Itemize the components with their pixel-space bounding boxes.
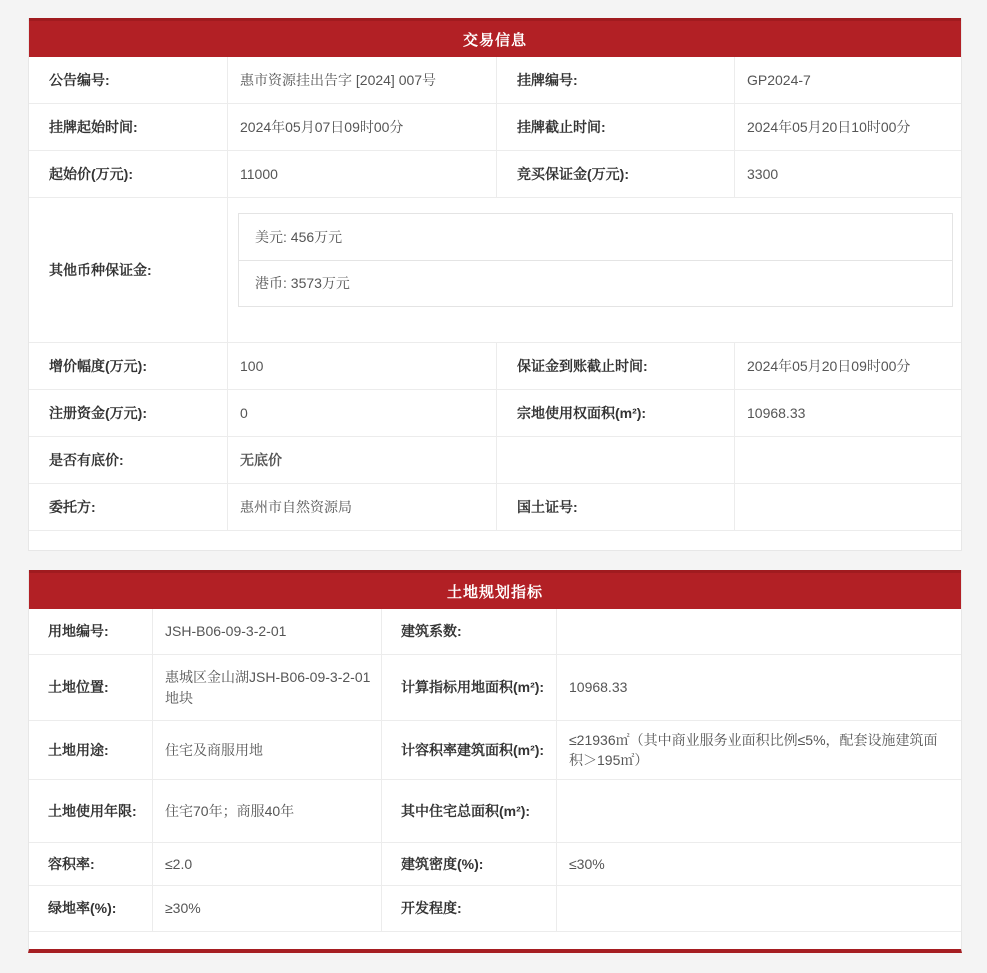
row-label: 宗地使用权面积(m²): [496,390,734,436]
row-label: 注册资金(万元): [49,404,147,421]
row-label: 国土证号: [496,484,734,530]
table-row [29,57,961,104]
row-label: 计算指标用地面积(m²): [381,655,556,720]
table-row [29,390,961,437]
row-value: 3300 [734,151,961,197]
row-label: 挂牌编号: [496,57,734,103]
row-label [496,437,734,483]
table-row [29,843,961,886]
table-row [29,343,961,390]
table-row-other-currency [29,198,961,343]
row-value [734,437,961,483]
row-label: 保证金到账截止时间: [496,343,734,389]
row-value-no-reserve-price: 无底价 [227,437,496,483]
row-label: 竞买保证金(万元): [496,151,734,197]
row-label: 挂牌起始时间: [49,118,138,135]
row-label: 委托方: [49,498,96,515]
currency-item-usd: 美元: 456万元 [255,228,343,245]
row-value: 11000 [227,151,496,197]
table-row [29,151,961,198]
row-value [556,609,961,654]
row-value: JSH-B06-09-3-2-01 [152,609,381,654]
table-row [29,609,961,655]
row-value: 住宅及商服用地 [152,721,381,779]
row-value: 惠市资源挂出告字 [2024] 007号 [227,57,496,103]
row-label: 计容积率建筑面积(m²): [381,721,556,779]
row-label: 建筑密度(%): [381,843,556,885]
row-value: 惠州市自然资源局 [227,484,496,530]
table-row [29,437,961,484]
row-label: 其他币种保证金: [49,261,152,278]
row-value: 2024年05月07日09时00分 [227,104,496,150]
row-label: 增价幅度(万元): [49,357,147,374]
row-value: 2024年05月20日10时00分 [734,104,961,150]
other-currency-value-area [227,198,961,342]
row-label: 起始价(万元): [49,165,133,182]
row-value: 0 [227,390,496,436]
row-value [734,484,961,530]
row-value [556,780,961,842]
row-value: ≤2.0 [152,843,381,885]
planning-table-header [29,570,961,609]
row-value: 10968.33 [734,390,961,436]
row-label: 容积率: [48,855,95,872]
transaction-info-table [28,18,962,551]
row-value: 10968.33 [556,655,961,720]
row-label: 是否有底价: [49,451,124,468]
row-value: ≤21936㎡（其中商业服务业面积比例≤5%，配套设施建筑面积＞195㎡） [556,721,961,779]
table-row [29,721,961,780]
row-label: 土地用途: [48,741,109,758]
table-row [29,886,961,932]
transaction-table-header [29,18,961,57]
row-label: 其中住宅总面积(m²): [381,780,556,842]
table-row [29,104,961,151]
table-row [29,655,961,721]
transaction-table-title: 交易信息 [462,31,527,49]
row-value: 住宅70年；商服40年 [152,780,381,842]
page-content [28,18,962,953]
row-label: 用地编号: [48,623,109,640]
row-label: 建筑系数: [381,609,556,654]
table-row [29,484,961,531]
row-value [556,886,961,931]
row-label: 开发程度: [381,886,556,931]
row-label: 土地使用年限: [48,802,137,819]
planning-table-title: 土地规划指标 [446,583,543,601]
currency-item-hkd: 港币: 3573万元 [239,260,952,306]
row-value: 100 [227,343,496,389]
row-value: ≥30% [152,886,381,931]
row-label: 挂牌截止时间: [496,104,734,150]
other-currency-box [238,213,953,307]
row-value: GP2024-7 [734,57,961,103]
row-value: 惠城区金山湖JSH-B06-09-3-2-01地块 [152,655,381,720]
row-value: 2024年05月20日09时00分 [734,343,961,389]
row-label: 土地位置: [48,679,109,696]
row-label: 公告编号: [49,71,110,88]
row-label: 绿地率(%): [48,900,117,917]
row-value: ≤30% [556,843,961,885]
land-planning-table [28,570,962,953]
table-row [29,780,961,843]
